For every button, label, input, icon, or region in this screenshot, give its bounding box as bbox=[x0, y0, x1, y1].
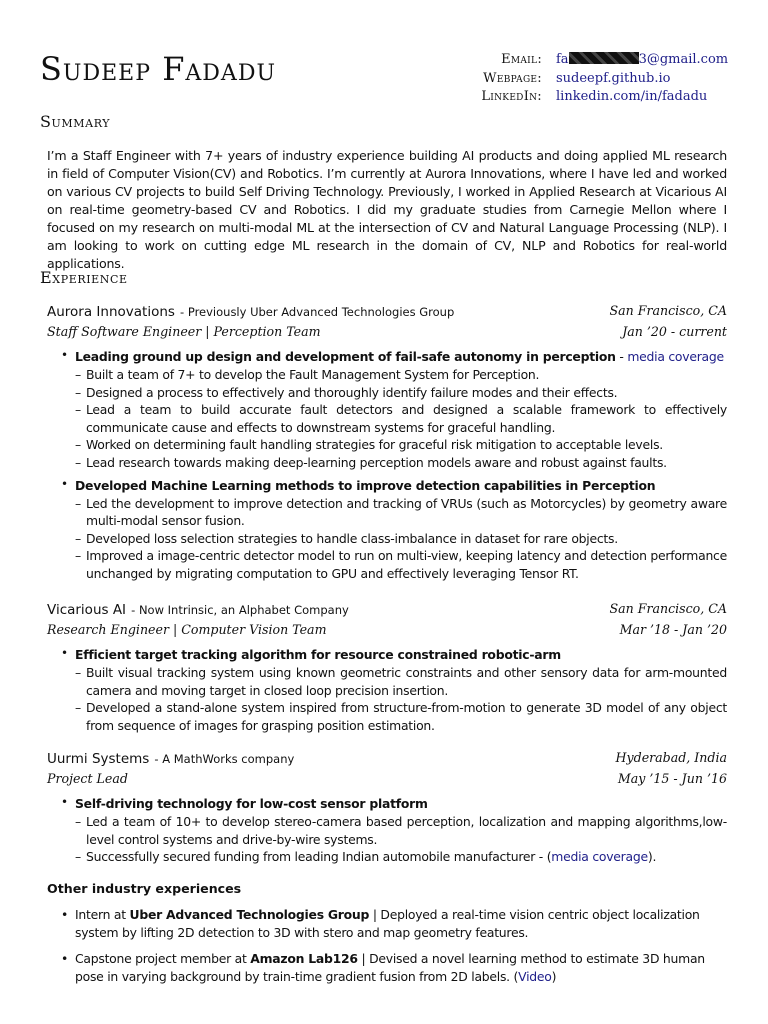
media-coverage-link[interactable]: media coverage bbox=[627, 349, 724, 364]
dash-icon: – bbox=[75, 384, 81, 400]
sub-item-text: Improved a image-centric detector model to run on multi-view, keeping latency and detection performance unchanged by migrating computation to GPU and effectively leveraging Tensor RT. bbox=[86, 548, 727, 581]
job-dates: May ’15 - Jun ’16 bbox=[617, 771, 727, 786]
item-prefix: Capstone project member at bbox=[75, 951, 251, 966]
job-role: Staff Software Engineer | Perception Team bbox=[47, 324, 321, 339]
company-note: - Now Intrinsic, an Alphabet Company bbox=[131, 603, 349, 617]
sub-items bbox=[75, 664, 727, 734]
item-heading: Efficient target tracking algorithm for resource constrained robotic-arm bbox=[75, 647, 561, 662]
job-role-row bbox=[47, 322, 727, 342]
list-item bbox=[47, 950, 727, 986]
job-items bbox=[47, 793, 727, 866]
sub-item bbox=[75, 495, 727, 530]
linkedin-link[interactable]: linkedin.com/in/fadadu bbox=[556, 89, 708, 104]
company-note: - A MathWorks company bbox=[154, 752, 295, 766]
job-items bbox=[47, 346, 727, 583]
redaction-mask bbox=[569, 52, 639, 64]
bullet-icon: • bbox=[61, 348, 69, 362]
list-item bbox=[47, 346, 727, 472]
dash-icon: – bbox=[75, 437, 81, 453]
sub-item bbox=[75, 848, 727, 866]
company-name: Aurora Innovations bbox=[47, 304, 175, 320]
media-coverage-link[interactable]: media coverage bbox=[551, 849, 648, 865]
company-line bbox=[47, 301, 454, 322]
dash-icon: – bbox=[75, 548, 81, 564]
experience-heading: Experience bbox=[40, 268, 128, 287]
sub-item-text: Worked on determining fault handling strategies for graceful risk mitigation to acceptable levels. bbox=[86, 437, 663, 453]
sub-item-text: Lead a team to build accurate fault detectors and designed a scalable framework to effectively communicate cause and effects to downstream systems for graceful handling. bbox=[86, 402, 727, 435]
job-uurmi bbox=[47, 748, 727, 866]
bullet-icon: • bbox=[61, 907, 69, 922]
dash-icon: – bbox=[75, 530, 81, 546]
sub-item-text: Built a team of 7+ to develop the Fault Management System for Perception. bbox=[86, 367, 540, 382]
sub-item-text: Developed loss selection strategies to handle class-imbalance in dataset for rare objects. bbox=[86, 530, 618, 546]
email-label: Email: bbox=[501, 52, 542, 67]
job-role: Project Lead bbox=[47, 771, 128, 786]
sub-item-text: Designed a process to effectively and thoroughly identify failure modes and their effects. bbox=[86, 384, 618, 400]
email-prefix: fa bbox=[556, 52, 569, 67]
list-item bbox=[47, 475, 727, 583]
sub-items bbox=[75, 813, 727, 866]
dash-icon: – bbox=[75, 700, 81, 716]
employer-name: Uber Advanced Technologies Group bbox=[129, 907, 370, 922]
sub-item bbox=[75, 813, 727, 848]
job-dates: Jan ’20 - current bbox=[622, 324, 727, 339]
sub-items bbox=[75, 366, 727, 472]
job-header-row bbox=[47, 748, 727, 769]
sub-item-text: Led the development to improve detection and tracking of VRUs (such as Motorcycles) by geometry aware multi-modal sensor fusion. bbox=[86, 495, 727, 529]
contact-block bbox=[470, 51, 728, 107]
sub-item bbox=[75, 699, 727, 734]
summary-text: I’m a Staff Engineer with 7+ years of industry experience building AI products and doing applied ML research in field of Computer Vision(CV) and Robotics. I’m currently at Aurora Innovations, where I have led and worked on various CV projects to build Self Driving Technology. Previously, I worked in Applied Research at Vicarious AI on real-time geometry-based CV and Robotics. I did my graduate studies from Carnegie Mellon where I focused on my research on multi-modal ML at the intersection of CV and Natural Language Processing (NLP). I am looking to work on cutting edge ML research in the domain of CV, NLP and Robotics for real-world applications. bbox=[47, 148, 727, 271]
dash-icon: – bbox=[75, 495, 81, 511]
sub-item bbox=[75, 530, 727, 548]
sub-item bbox=[75, 366, 727, 384]
sub-item bbox=[75, 436, 727, 454]
job-location: San Francisco, CA bbox=[609, 303, 727, 318]
summary-heading: Summary bbox=[40, 112, 111, 131]
company-line bbox=[47, 748, 294, 769]
job-aurora bbox=[47, 301, 727, 583]
sub-item-text: Led a team of 10+ to develop stereo-camera based perception, localization and mapping algorithms,low-level control systems and drive-by-wire systems. bbox=[86, 814, 727, 847]
job-role-row bbox=[47, 620, 727, 640]
contact-email-row bbox=[470, 51, 728, 70]
item-description: | Devised a novel learning method to estimate 3D human pose in varying background by train-time gradient fusion from 2D labels. ( bbox=[75, 951, 705, 984]
other-experiences-list bbox=[47, 906, 727, 994]
job-role: Research Engineer | Computer Vision Team bbox=[47, 622, 327, 637]
dash-icon: – bbox=[75, 814, 81, 829]
item-heading: Leading ground up design and development of fail-safe autonomy in perception bbox=[75, 349, 616, 364]
email-suffix: 3@gmail.com bbox=[638, 52, 729, 67]
sub-item-text: Developed a stand-alone system inspired from structure-from-motion to generate 3D model of any object from sequence of images for grasping position estimation. bbox=[86, 700, 727, 733]
item-description: | Deployed a real-time vision centric object localization system by lifting 2D detection to 3D with stero and map geometry features. bbox=[75, 907, 700, 940]
item-heading: Developed Machine Learning methods to improve detection capabilities in Perception bbox=[75, 477, 656, 493]
job-items bbox=[47, 644, 727, 734]
contact-linkedin-row bbox=[470, 88, 728, 107]
email-link[interactable] bbox=[556, 51, 728, 70]
company-note: - Previously Uber Advanced Technologies Group bbox=[180, 305, 455, 319]
employer-name: Amazon Lab126 bbox=[250, 951, 358, 966]
sub-item-text: Lead research towards making deep-learning perception models aware and robust against faults. bbox=[86, 454, 667, 470]
company-line bbox=[47, 599, 349, 620]
item-heading: Self-driving technology for low-cost sensor platform bbox=[75, 796, 428, 811]
bullet-icon: • bbox=[61, 951, 69, 966]
list-item bbox=[47, 644, 727, 734]
sub-item bbox=[75, 454, 727, 472]
list-item bbox=[47, 906, 727, 942]
dash-icon: – bbox=[75, 849, 81, 865]
sub-items bbox=[75, 495, 727, 583]
sub-item bbox=[75, 547, 727, 582]
sub-item-text-after: ). bbox=[647, 849, 657, 865]
item-link-separator: - bbox=[615, 349, 628, 364]
dash-icon: – bbox=[75, 402, 81, 418]
dash-icon: – bbox=[75, 454, 81, 470]
bullet-icon: • bbox=[61, 795, 69, 809]
list-item bbox=[47, 793, 727, 866]
item-prefix: Intern at bbox=[75, 907, 130, 922]
other-experiences-heading: Other industry experiences bbox=[47, 881, 242, 896]
sub-item bbox=[75, 664, 727, 699]
job-dates: Mar ’18 - Jan ’20 bbox=[619, 622, 727, 637]
sub-item-text: Built visual tracking system using known geometric constraints and other sensory data for arm-mounted camera and moving target in closed loop precision insertion. bbox=[86, 665, 727, 698]
video-link[interactable]: Video bbox=[518, 969, 552, 984]
job-header-row bbox=[47, 599, 727, 620]
webpage-label: Webpage: bbox=[483, 70, 542, 86]
sub-item bbox=[75, 384, 727, 402]
job-vicarious bbox=[47, 599, 727, 734]
contact-webpage-row bbox=[470, 70, 728, 89]
job-location: San Francisco, CA bbox=[609, 601, 727, 616]
bullet-icon: • bbox=[61, 646, 69, 660]
sub-item-text: Successfully secured funding from leading Indian automobile manufacturer - ( bbox=[86, 849, 552, 865]
sub-item bbox=[75, 401, 727, 436]
candidate-name: Sudeep Fadadu bbox=[40, 50, 276, 88]
job-location: Hyderabad, India bbox=[615, 750, 727, 765]
linkedin-label: LinkedIn: bbox=[481, 89, 542, 104]
item-description-after: ) bbox=[551, 969, 557, 984]
dash-icon: – bbox=[75, 665, 81, 680]
webpage-link[interactable]: sudeepf.github.io bbox=[556, 70, 671, 86]
dash-icon: – bbox=[75, 367, 81, 382]
bullet-icon: • bbox=[61, 476, 69, 491]
company-name: Vicarious AI bbox=[47, 602, 127, 618]
company-name: Uurmi Systems bbox=[47, 751, 150, 767]
job-role-row bbox=[47, 769, 727, 789]
job-header-row bbox=[47, 301, 727, 322]
